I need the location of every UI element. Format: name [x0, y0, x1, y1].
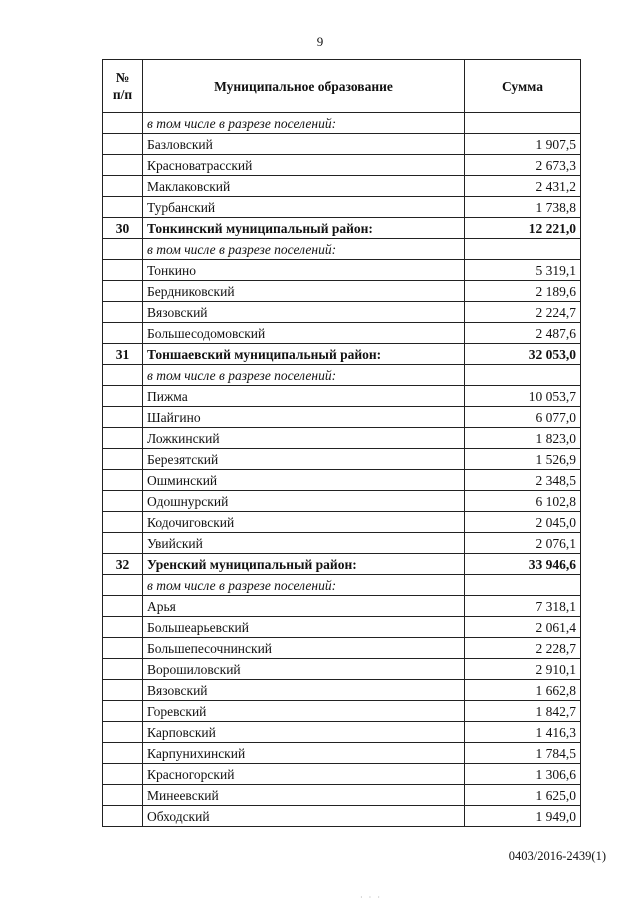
table-row [103, 617, 581, 638]
row-number [103, 806, 143, 827]
table-row [103, 281, 581, 302]
table-row [103, 806, 581, 827]
row-number [103, 764, 143, 785]
table-row [103, 302, 581, 323]
municipality-name: Тонкино [143, 260, 465, 281]
amount: 1 738,8 [465, 197, 581, 218]
municipality-name: Тонкинский муниципальный район: [143, 218, 465, 239]
row-number [103, 743, 143, 764]
amount: 2 061,4 [465, 617, 581, 638]
amount: 2 045,0 [465, 512, 581, 533]
row-number [103, 575, 143, 596]
district-row [103, 218, 581, 239]
table-row [103, 428, 581, 449]
column-header-name: Муниципальное образование [143, 60, 465, 113]
row-number [103, 512, 143, 533]
municipality-name: в том числе в разрезе поселений: [143, 365, 465, 386]
municipality-name: Шайгино [143, 407, 465, 428]
row-number [103, 449, 143, 470]
row-number [103, 533, 143, 554]
table-row [103, 701, 581, 722]
table-body [103, 113, 581, 827]
column-header-sum: Сумма [465, 60, 581, 113]
amount [465, 113, 581, 134]
row-number [103, 701, 143, 722]
municipality-name: Маклаковский [143, 176, 465, 197]
amount: 2 910,1 [465, 659, 581, 680]
row-number [103, 680, 143, 701]
municipality-name: Тоншаевский муниципальный район: [143, 344, 465, 365]
row-number: 32 [103, 554, 143, 575]
municipality-name: Карповский [143, 722, 465, 743]
table-row [103, 533, 581, 554]
row-number: 30 [103, 218, 143, 239]
table-row [103, 134, 581, 155]
table-row [103, 260, 581, 281]
municipality-name: Ложкинский [143, 428, 465, 449]
column-header-num: № п/п [103, 60, 143, 113]
amount: 12 221,0 [465, 218, 581, 239]
municipality-name: Пижма [143, 386, 465, 407]
page-number: 9 [316, 34, 324, 49]
municipality-name: Березятский [143, 449, 465, 470]
table-row [103, 407, 581, 428]
amount: 1 662,8 [465, 680, 581, 701]
amount: 2 076,1 [465, 533, 581, 554]
municipality-name: Красноватрасский [143, 155, 465, 176]
amount: 1 784,5 [465, 743, 581, 764]
row-number [103, 785, 143, 806]
municipality-name: Горевский [143, 701, 465, 722]
row-number [103, 386, 143, 407]
budget-table [102, 59, 581, 827]
row-number [103, 428, 143, 449]
amount [465, 575, 581, 596]
amount: 1 949,0 [465, 806, 581, 827]
table-row [103, 680, 581, 701]
row-number [103, 281, 143, 302]
row-number [103, 722, 143, 743]
row-number [103, 239, 143, 260]
row-number [103, 155, 143, 176]
amount [465, 239, 581, 260]
amount: 1 416,3 [465, 722, 581, 743]
row-number [103, 134, 143, 155]
municipality-name: Кодочиговский [143, 512, 465, 533]
amount: 10 053,7 [465, 386, 581, 407]
district-row [103, 344, 581, 365]
amount: 1 306,6 [465, 764, 581, 785]
subheader-row [103, 575, 581, 596]
subheader-row [103, 239, 581, 260]
amount: 5 319,1 [465, 260, 581, 281]
table-row [103, 596, 581, 617]
municipality-name: Минеевский [143, 785, 465, 806]
municipality-name: Большеарьевский [143, 617, 465, 638]
table-row [103, 176, 581, 197]
amount [465, 365, 581, 386]
table-row [103, 743, 581, 764]
row-number: 31 [103, 344, 143, 365]
row-number [103, 659, 143, 680]
subheader-row [103, 365, 581, 386]
amount: 2 228,7 [465, 638, 581, 659]
row-number [103, 365, 143, 386]
row-number [103, 176, 143, 197]
amount: 2 348,5 [465, 470, 581, 491]
row-number [103, 323, 143, 344]
amount: 7 318,1 [465, 596, 581, 617]
table-row [103, 638, 581, 659]
district-row [103, 554, 581, 575]
table-row [103, 659, 581, 680]
amount: 2 487,6 [465, 323, 581, 344]
row-number [103, 491, 143, 512]
table-row [103, 197, 581, 218]
subheader-row [103, 113, 581, 134]
document-code: 0403/2016-2439(1) [508, 849, 606, 863]
amount: 6 077,0 [465, 407, 581, 428]
table-header-row [103, 60, 581, 113]
municipality-name: Турбанский [143, 197, 465, 218]
municipality-name: Уренский муниципальный район: [143, 554, 465, 575]
amount: 2 189,6 [465, 281, 581, 302]
table-row [103, 386, 581, 407]
municipality-name: Красногорский [143, 764, 465, 785]
municipality-name: Обходский [143, 806, 465, 827]
municipality-name: в том числе в разрезе поселений: [143, 575, 465, 596]
amount: 1 823,0 [465, 428, 581, 449]
municipality-name: Увийский [143, 533, 465, 554]
municipality-name: Базловский [143, 134, 465, 155]
row-number [103, 113, 143, 134]
row-number [103, 302, 143, 323]
table-row [103, 764, 581, 785]
row-number [103, 638, 143, 659]
amount: 1 526,9 [465, 449, 581, 470]
table-row [103, 470, 581, 491]
amount: 6 102,8 [465, 491, 581, 512]
row-number [103, 197, 143, 218]
amount: 33 946,6 [465, 554, 581, 575]
municipality-name: Вязовский [143, 680, 465, 701]
amount: 1 907,5 [465, 134, 581, 155]
municipality-name: Карпунихинский [143, 743, 465, 764]
amount: 1 842,7 [465, 701, 581, 722]
amount: 2 673,3 [465, 155, 581, 176]
amount: 1 625,0 [465, 785, 581, 806]
scan-artifact: · · · [360, 893, 382, 902]
table-row [103, 785, 581, 806]
municipality-name: Бердниковский [143, 281, 465, 302]
amount: 32 053,0 [465, 344, 581, 365]
municipality-name: в том числе в разрезе поселений: [143, 113, 465, 134]
row-number [103, 617, 143, 638]
municipality-name: Вязовский [143, 302, 465, 323]
row-number [103, 407, 143, 428]
table-row [103, 449, 581, 470]
municipality-name: Большепесочнинский [143, 638, 465, 659]
municipality-name: Ворошиловский [143, 659, 465, 680]
amount: 2 224,7 [465, 302, 581, 323]
municipality-name: Арья [143, 596, 465, 617]
municipality-name: Большесодомовский [143, 323, 465, 344]
municipality-name: в том числе в разрезе поселений: [143, 239, 465, 260]
amount: 2 431,2 [465, 176, 581, 197]
row-number [103, 596, 143, 617]
row-number [103, 260, 143, 281]
table-row [103, 323, 581, 344]
table-row [103, 722, 581, 743]
table-row [103, 491, 581, 512]
municipality-name: Одошнурский [143, 491, 465, 512]
table-row [103, 512, 581, 533]
table-row [103, 155, 581, 176]
municipality-name: Ошминский [143, 470, 465, 491]
row-number [103, 470, 143, 491]
